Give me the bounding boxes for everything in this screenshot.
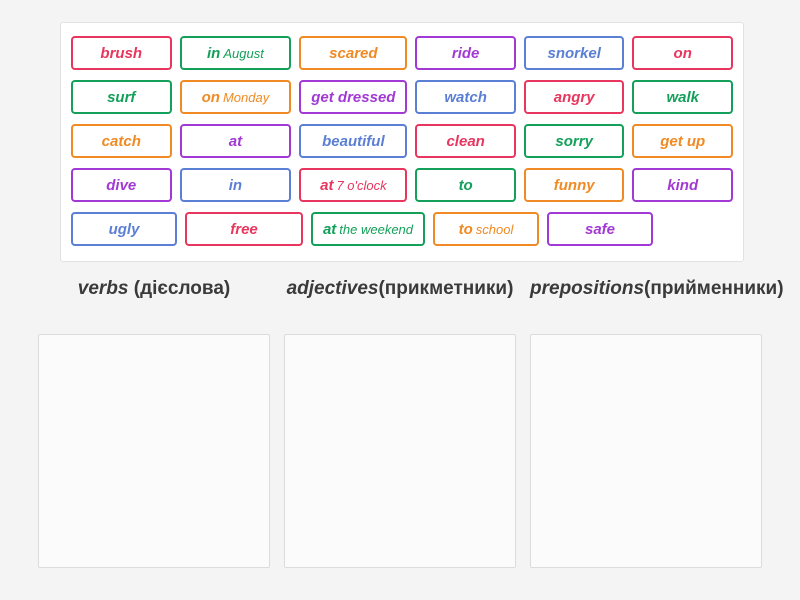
word-tile-label: watch bbox=[444, 88, 487, 106]
category-title-ua: (дієслова) bbox=[133, 278, 231, 299]
category-column bbox=[284, 278, 516, 568]
word-tile-label: clean bbox=[446, 132, 485, 150]
drop-zone[interactable] bbox=[38, 334, 270, 568]
category-title bbox=[38, 278, 270, 328]
word-tile[interactable] bbox=[299, 80, 407, 114]
word-tile-label: scared bbox=[329, 44, 378, 62]
word-tile[interactable] bbox=[524, 36, 625, 70]
word-tile-label: catch bbox=[101, 132, 141, 150]
word-tile[interactable] bbox=[632, 124, 733, 158]
word-tile[interactable] bbox=[632, 168, 733, 202]
word-tile[interactable] bbox=[311, 212, 425, 246]
word-tile-label: at bbox=[322, 220, 337, 238]
drop-zone[interactable] bbox=[530, 334, 762, 568]
word-bank-row bbox=[67, 31, 737, 75]
word-tile-label: at bbox=[320, 176, 334, 194]
word-bank-row bbox=[67, 75, 737, 119]
word-tile[interactable] bbox=[185, 212, 303, 246]
category-title-en: prepositions bbox=[530, 278, 645, 299]
word-tile-label: brush bbox=[100, 44, 143, 62]
word-tile-label: ride bbox=[451, 44, 480, 62]
category-title-en: adjectives bbox=[286, 278, 379, 299]
word-tile-label: safe bbox=[584, 220, 616, 238]
word-tile[interactable] bbox=[180, 80, 292, 114]
word-tile-label: free bbox=[230, 220, 258, 238]
word-tile-sublabel: August bbox=[223, 45, 264, 61]
word-tile[interactable] bbox=[415, 124, 516, 158]
word-tile[interactable] bbox=[415, 36, 516, 70]
word-tile[interactable] bbox=[180, 168, 292, 202]
word-tile[interactable] bbox=[71, 212, 177, 246]
category-column bbox=[530, 278, 784, 568]
word-tile-label: snorkel bbox=[547, 44, 601, 62]
category-title bbox=[530, 278, 784, 328]
word-tile-sublabel: school bbox=[475, 221, 514, 237]
word-tile-label: ugly bbox=[108, 220, 140, 238]
word-tile-label: at bbox=[228, 132, 243, 150]
word-tile-label: get up bbox=[660, 132, 706, 150]
word-tile[interactable] bbox=[415, 168, 516, 202]
word-bank-row bbox=[67, 163, 737, 207]
word-tile-sublabel: 7 o'clock bbox=[336, 177, 387, 193]
word-tile-label: dive bbox=[106, 176, 137, 194]
word-tile[interactable] bbox=[71, 36, 172, 70]
category-title-en: verbs bbox=[77, 278, 134, 299]
word-tile-label: in bbox=[207, 44, 221, 62]
drop-zone[interactable] bbox=[284, 334, 516, 568]
word-tile-sublabel: Monday bbox=[222, 89, 270, 105]
word-tile-label: to bbox=[458, 220, 473, 238]
word-tile[interactable] bbox=[299, 124, 407, 158]
category-column bbox=[38, 278, 270, 568]
word-tile[interactable] bbox=[632, 80, 733, 114]
word-bank-row bbox=[67, 119, 737, 163]
word-tile[interactable] bbox=[71, 124, 172, 158]
word-tile-label: walk bbox=[666, 88, 699, 106]
word-tile-label: funny bbox=[553, 176, 595, 194]
word-tile-label: on bbox=[673, 44, 692, 62]
word-tile-label: angry bbox=[553, 88, 595, 106]
category-title-ua: (прикметники) bbox=[378, 278, 514, 299]
word-tile-label: to bbox=[458, 176, 473, 194]
word-tile-label: on bbox=[201, 88, 220, 106]
word-tile-label: in bbox=[228, 176, 243, 194]
word-tile-label: kind bbox=[667, 176, 699, 194]
category-columns bbox=[38, 278, 784, 568]
category-title bbox=[284, 278, 516, 328]
word-tile-label: surf bbox=[107, 88, 136, 106]
word-tile[interactable] bbox=[524, 124, 625, 158]
word-tile[interactable] bbox=[433, 212, 539, 246]
word-bank-row bbox=[67, 207, 737, 251]
word-tile[interactable] bbox=[71, 168, 172, 202]
word-tile-label: beautiful bbox=[322, 132, 385, 150]
word-tile-label: sorry bbox=[555, 132, 593, 150]
word-tile[interactable] bbox=[547, 212, 653, 246]
word-tile[interactable] bbox=[180, 124, 292, 158]
word-bank-panel bbox=[60, 22, 744, 262]
word-tile-label: get dressed bbox=[311, 88, 396, 106]
word-tile[interactable] bbox=[299, 168, 407, 202]
word-tile-sublabel: the weekend bbox=[339, 221, 414, 237]
word-tile[interactable] bbox=[524, 168, 625, 202]
word-tile[interactable] bbox=[632, 36, 733, 70]
word-tile[interactable] bbox=[71, 80, 172, 114]
word-tile[interactable] bbox=[415, 80, 516, 114]
word-tile[interactable] bbox=[180, 36, 292, 70]
category-title-ua: (прийменники) bbox=[644, 278, 784, 299]
word-tile[interactable] bbox=[524, 80, 625, 114]
word-tile[interactable] bbox=[299, 36, 407, 70]
